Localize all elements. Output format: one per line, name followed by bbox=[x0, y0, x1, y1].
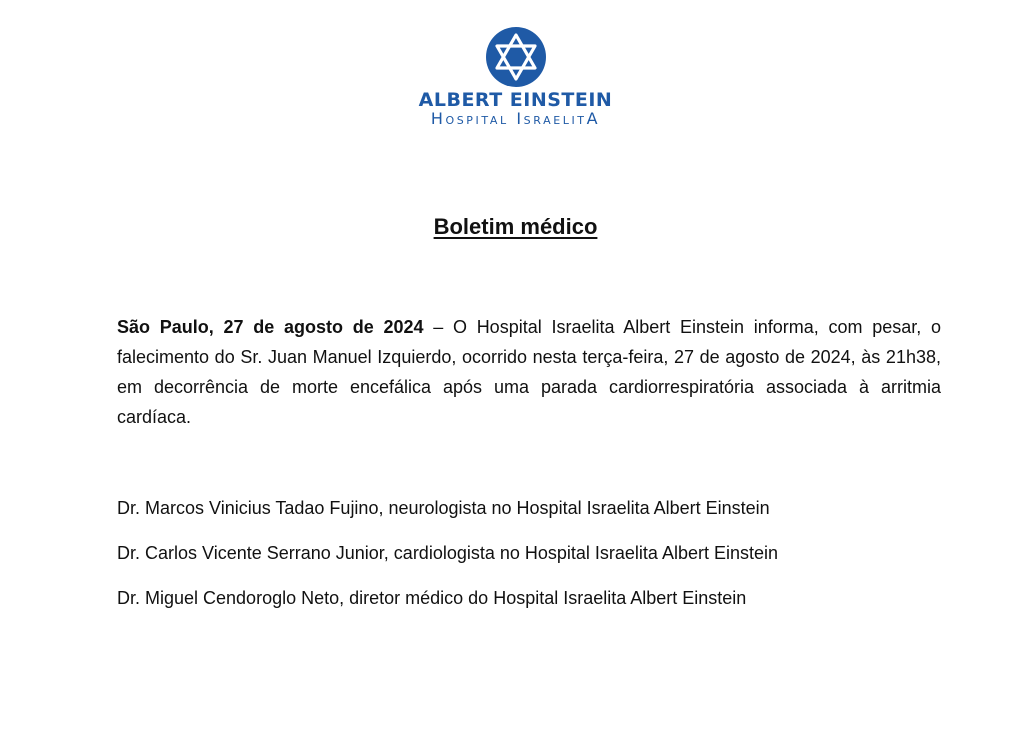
bulletin-paragraph bbox=[117, 312, 941, 432]
bulletin-text: – O Hospital Israelita Albert Einstein informa, com pesar, o falecimento do Sr. Juan Manuel Izquierdo, ocorrido nesta terça-feira, 27 de agosto de 2024, às 21h38, em decorrência de morte encefálica após uma parada cardiorrespiratória associada à arritmia cardíaca. bbox=[117, 317, 941, 427]
document-title: Boletim médico bbox=[433, 214, 598, 239]
star-of-david-logo-icon bbox=[485, 26, 547, 88]
logo-name: ALBERT EINSTEIN bbox=[418, 89, 613, 111]
hospital-logo bbox=[0, 26, 1031, 128]
logo-subtitle: Hospital IsraelitA bbox=[430, 109, 601, 128]
signature-line: Dr. Miguel Cendoroglo Neto, diretor médico do Hospital Israelita Albert Einstein bbox=[117, 588, 747, 608]
bulletin-lead: São Paulo, 27 de agosto de 2024 bbox=[117, 317, 424, 337]
signature-line: Dr. Carlos Vicente Serrano Junior, cardiologista no Hospital Israelita Albert Einstein bbox=[117, 543, 779, 563]
signature-line: Dr. Marcos Vinicius Tadao Fujino, neurologista no Hospital Israelita Albert Einstein bbox=[117, 498, 770, 518]
signature-list bbox=[117, 494, 941, 629]
